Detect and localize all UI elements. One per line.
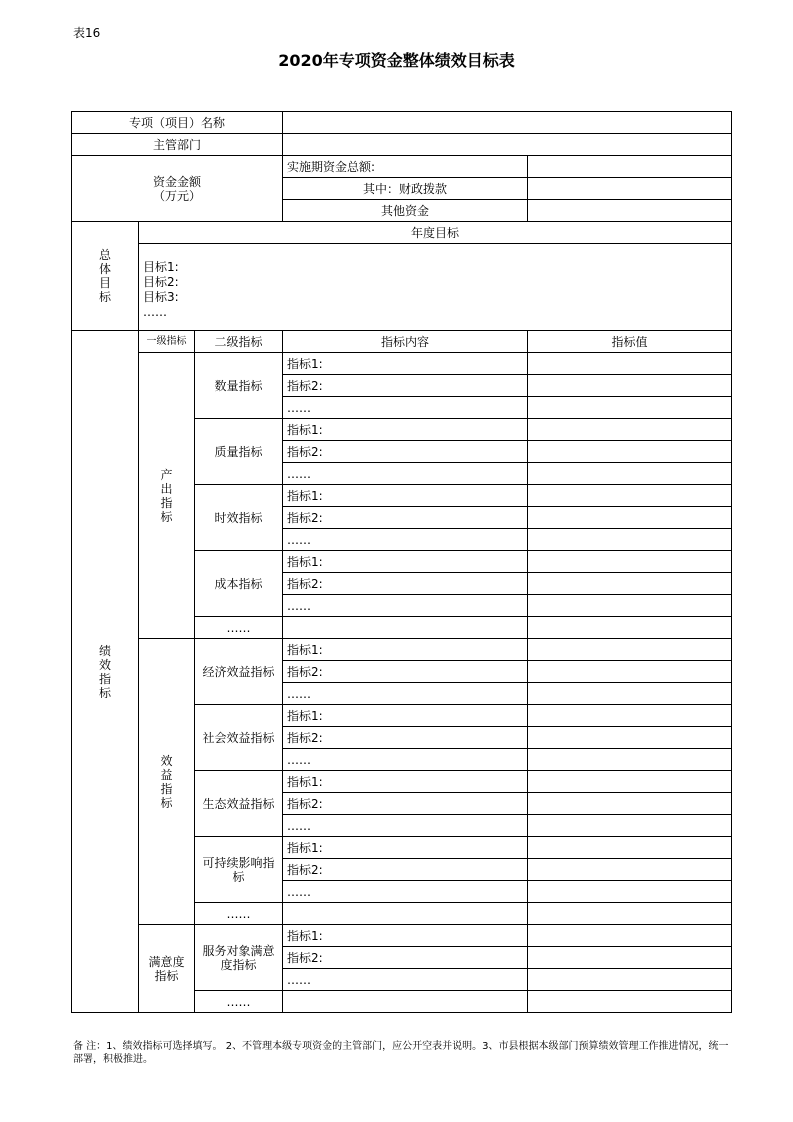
dept-cell[interactable] xyxy=(283,134,732,156)
indicator-content[interactable]: 指标1: xyxy=(283,551,528,573)
indicator-content[interactable]: 指标1: xyxy=(283,485,528,507)
indicator-content[interactable] xyxy=(283,617,528,639)
indicator-value[interactable] xyxy=(528,683,732,705)
indicator-content[interactable]: 指标2: xyxy=(283,441,528,463)
timeliness-indicator: 时效指标 xyxy=(195,485,283,551)
total-funds-label: 实施期资金总额: xyxy=(283,156,528,178)
indicator-value[interactable] xyxy=(528,529,732,551)
project-name-label: 专项（项目）名称 xyxy=(72,112,283,134)
indicator-value[interactable] xyxy=(528,485,732,507)
benefit-char-3: 指 xyxy=(160,781,173,796)
indicator-content[interactable]: 指标2: xyxy=(283,947,528,969)
indicator-value[interactable] xyxy=(528,507,732,529)
satisfaction-indicator-label: 满意度指标 xyxy=(139,925,195,1013)
benefit-indicator-label xyxy=(139,639,195,925)
indicator-content[interactable]: …… xyxy=(283,969,528,991)
indicator-value[interactable] xyxy=(528,463,732,485)
funds-label-line1: 资金金额 xyxy=(153,174,202,189)
indicator-content[interactable]: …… xyxy=(283,529,528,551)
perf-char-3: 指 xyxy=(98,671,111,686)
fiscal-funds-label: 其中：财政拨款 xyxy=(283,178,528,200)
indicator-value[interactable] xyxy=(528,441,732,463)
output-indicator-label xyxy=(139,353,195,639)
col-level2: 二级指标 xyxy=(195,331,283,353)
indicator-content[interactable]: 指标1: xyxy=(283,639,528,661)
indicator-content[interactable]: 指标1: xyxy=(283,771,528,793)
dept-label: 主管部门 xyxy=(72,134,283,156)
indicator-value[interactable] xyxy=(528,925,732,947)
perf-char-4: 标 xyxy=(98,685,111,700)
indicator-content[interactable] xyxy=(283,991,528,1013)
economic-indicator: 经济效益指标 xyxy=(195,639,283,705)
indicator-content[interactable]: …… xyxy=(283,683,528,705)
indicator-value[interactable] xyxy=(528,991,732,1013)
other-funds-label: 其他资金 xyxy=(283,200,528,222)
indicator-content[interactable]: 指标2: xyxy=(283,573,528,595)
indicator-value[interactable] xyxy=(528,595,732,617)
benefit-more: …… xyxy=(195,903,283,925)
perf-label xyxy=(72,331,139,1013)
goal-more: …… xyxy=(143,305,167,319)
indicator-content[interactable]: 指标2: xyxy=(283,661,528,683)
annual-goal-content[interactable] xyxy=(139,244,732,331)
indicator-value[interactable] xyxy=(528,749,732,771)
indicator-value[interactable] xyxy=(528,397,732,419)
overall-char-3: 目 xyxy=(98,276,111,290)
performance-form xyxy=(71,111,732,1013)
indicator-content[interactable]: …… xyxy=(283,595,528,617)
indicator-content[interactable]: 指标2: xyxy=(283,859,528,881)
indicator-content[interactable]: …… xyxy=(283,815,528,837)
indicator-value[interactable] xyxy=(528,639,732,661)
indicator-content[interactable]: …… xyxy=(283,463,528,485)
perf-char-2: 效 xyxy=(98,657,111,672)
perf-char-1: 绩 xyxy=(98,643,111,658)
goal-3: 目标3: xyxy=(143,290,179,304)
satisfaction-more: …… xyxy=(195,991,283,1013)
indicator-content[interactable]: 指标1: xyxy=(283,353,528,375)
indicator-value[interactable] xyxy=(528,573,732,595)
indicator-value[interactable] xyxy=(528,903,732,925)
indicator-content[interactable]: 指标2: xyxy=(283,507,528,529)
indicator-content[interactable]: …… xyxy=(283,397,528,419)
indicator-value[interactable] xyxy=(528,375,732,397)
indicator-content[interactable]: 指标1: xyxy=(283,837,528,859)
indicator-value[interactable] xyxy=(528,881,732,903)
benefit-char-4: 标 xyxy=(160,795,173,810)
output-char-3: 指 xyxy=(160,495,173,510)
output-char-1: 产 xyxy=(160,467,173,482)
quality-indicator: 质量指标 xyxy=(195,419,283,485)
indicator-value[interactable] xyxy=(528,815,732,837)
output-char-2: 出 xyxy=(160,481,173,496)
total-funds-cell[interactable] xyxy=(528,156,732,178)
funds-label xyxy=(72,156,283,222)
indicator-content[interactable]: 指标1: xyxy=(283,419,528,441)
indicator-value[interactable] xyxy=(528,859,732,881)
sustainable-indicator: 可持续影响指标 xyxy=(195,837,283,903)
indicator-value[interactable] xyxy=(528,793,732,815)
indicator-value[interactable] xyxy=(528,419,732,441)
col-value: 指标值 xyxy=(528,331,732,353)
social-indicator: 社会效益指标 xyxy=(195,705,283,771)
overall-goal-label xyxy=(72,222,139,331)
annual-goal-label: 年度目标 xyxy=(139,222,732,244)
fiscal-funds-cell[interactable] xyxy=(528,178,732,200)
benefit-char-1: 效 xyxy=(160,753,173,768)
overall-char-1: 总 xyxy=(98,248,111,262)
output-char-4: 标 xyxy=(160,509,173,524)
overall-char-2: 体 xyxy=(98,262,111,276)
indicator-content[interactable]: 指标2: xyxy=(283,793,528,815)
indicator-value[interactable] xyxy=(528,661,732,683)
page-title: 2020年专项资金整体绩效目标表 xyxy=(278,51,515,70)
indicator-content[interactable]: …… xyxy=(283,749,528,771)
indicator-content[interactable]: …… xyxy=(283,881,528,903)
cost-indicator: 成本指标 xyxy=(195,551,283,617)
indicator-value[interactable] xyxy=(528,353,732,375)
indicator-content[interactable]: 指标1: xyxy=(283,705,528,727)
funds-label-line2: （万元） xyxy=(153,188,202,203)
footnote: 备 注：1、绩效指标可选择填写。 2、不管理本级专项资金的主管部门，应公开空表并说明。3、市县根据本级部门预算绩效管理工作推进情况，统一部署，积极推进。 xyxy=(73,1041,729,1065)
service-satisfaction-indicator: 服务对象满意度指标 xyxy=(195,925,283,991)
indicator-content[interactable]: 指标2: xyxy=(283,375,528,397)
indicator-value[interactable] xyxy=(528,617,732,639)
indicator-value[interactable] xyxy=(528,947,732,969)
indicator-value[interactable] xyxy=(528,837,732,859)
output-more: …… xyxy=(195,617,283,639)
other-funds-cell[interactable] xyxy=(528,200,732,222)
indicator-value[interactable] xyxy=(528,705,732,727)
goal-2: 目标2: xyxy=(143,275,179,289)
indicator-value[interactable] xyxy=(528,969,732,991)
indicator-content[interactable]: 指标1: xyxy=(283,925,528,947)
goal-1: 目标1: xyxy=(143,260,179,274)
indicator-content[interactable]: 指标2: xyxy=(283,727,528,749)
overall-char-4: 标 xyxy=(98,290,111,304)
benefit-char-2: 益 xyxy=(160,767,173,782)
table-number: 表16 xyxy=(73,26,101,40)
project-name-cell[interactable] xyxy=(283,112,732,134)
col-content: 指标内容 xyxy=(283,331,528,353)
indicator-value[interactable] xyxy=(528,771,732,793)
indicator-value[interactable] xyxy=(528,727,732,749)
indicator-value[interactable] xyxy=(528,551,732,573)
indicator-content[interactable] xyxy=(283,903,528,925)
ecological-indicator: 生态效益指标 xyxy=(195,771,283,837)
col-level1: 一级指标 xyxy=(139,331,195,353)
quantity-indicator: 数量指标 xyxy=(195,353,283,419)
